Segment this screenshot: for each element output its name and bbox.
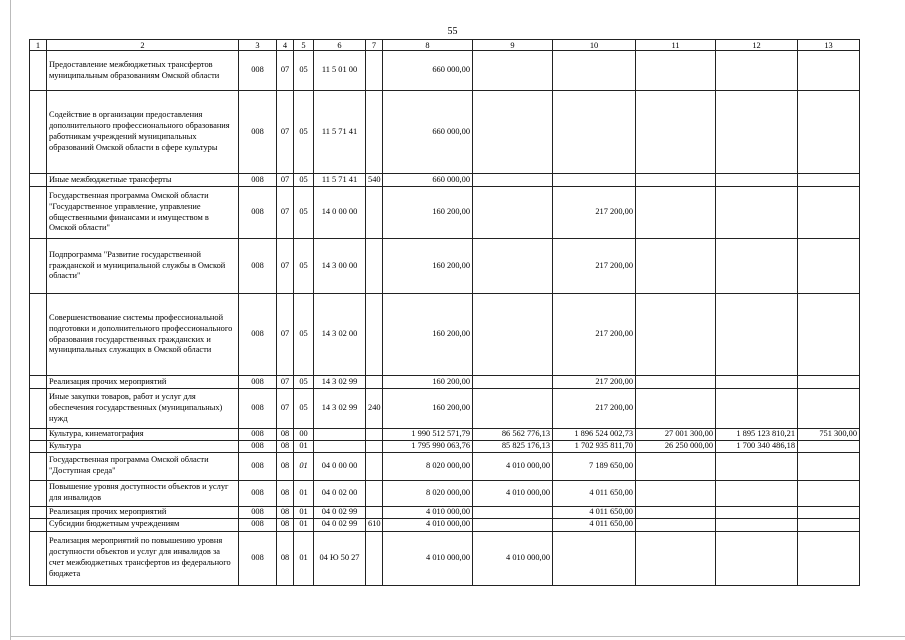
cell-c9	[473, 294, 553, 376]
cell-c13	[798, 389, 860, 429]
cell-c7: 540	[366, 174, 383, 187]
row-name-cell: Иные межбюджетные трансферты	[47, 174, 239, 187]
cell-c8: 160 200,00	[383, 187, 473, 239]
cell-c6	[314, 440, 366, 452]
column-header: 7	[366, 40, 383, 51]
row-name-cell: Предоставление межбюджетных трансфертов муниципальным образованиям Омской области	[47, 51, 239, 91]
cell-c8: 1 990 512 571,79	[383, 429, 473, 441]
cell-c11	[636, 376, 716, 389]
table-row	[30, 480, 860, 506]
column-header: 5	[294, 40, 314, 51]
cell-c13	[798, 294, 860, 376]
cell-c11	[636, 239, 716, 294]
cell-c12	[716, 480, 798, 506]
cell-c3: 008	[239, 506, 277, 518]
cell-c13	[798, 187, 860, 239]
row-name-cell: Субсидии бюджетным учреждениям	[47, 518, 239, 531]
cell-c12	[716, 239, 798, 294]
cell-c13	[798, 51, 860, 91]
cell-c6: 04 0 02 99	[314, 518, 366, 531]
table-row	[30, 389, 860, 429]
column-header: 8	[383, 40, 473, 51]
cell-c9	[473, 91, 553, 174]
budget-table	[29, 39, 860, 586]
cell-c10: 4 011 650,00	[553, 506, 636, 518]
row-name-cell: Содействие в организации предоставления дополнительного профессионального образования работникам учреждений муниципальных образований Омской области в сфере культуры	[47, 91, 239, 174]
cell-c3: 008	[239, 389, 277, 429]
cell-c9: 86 562 776,13	[473, 429, 553, 441]
cell-c11: 27 001 300,00	[636, 429, 716, 441]
cell-c6: 04 Ю 50 27	[314, 531, 366, 585]
cell-c4: 07	[277, 187, 294, 239]
cell-c12: 1 895 123 810,21	[716, 429, 798, 441]
cell-c5: 01	[294, 452, 314, 480]
cell-c8: 660 000,00	[383, 174, 473, 187]
column-header: 1	[30, 40, 47, 51]
cell-c7: 610	[366, 518, 383, 531]
cell-c9	[473, 376, 553, 389]
cell-c11	[636, 294, 716, 376]
cell-c12	[716, 389, 798, 429]
cell-c4: 07	[277, 376, 294, 389]
cell-c13	[798, 518, 860, 531]
cell-c7	[366, 429, 383, 441]
cell-c5: 01	[294, 506, 314, 518]
cell-c3: 008	[239, 518, 277, 531]
cell-c6: 04 0 00 00	[314, 452, 366, 480]
row-name-cell: Реализация мероприятий по повышению уровня доступности объектов и услуг для инвалидов за счет межбюджетных трансфертов из федерального бюджета	[47, 531, 239, 585]
cell-c11	[636, 518, 716, 531]
cell-c3: 008	[239, 187, 277, 239]
cell-c5: 01	[294, 531, 314, 585]
cell-c7	[366, 531, 383, 585]
cell-c6: 14 3 02 99	[314, 389, 366, 429]
cell-c7	[366, 506, 383, 518]
cell-c5: 05	[294, 389, 314, 429]
cell-c6: 11 5 71 41	[314, 174, 366, 187]
cell-c6	[314, 429, 366, 441]
cell-c4: 07	[277, 389, 294, 429]
cell-c8: 160 200,00	[383, 389, 473, 429]
cell-c11	[636, 389, 716, 429]
cell-c4: 07	[277, 294, 294, 376]
cell-c13	[798, 531, 860, 585]
cell-c3: 008	[239, 239, 277, 294]
cell-c13	[798, 506, 860, 518]
row-name-cell: Культура, кинематография	[47, 429, 239, 441]
cell-c12: 1 700 340 486,18	[716, 440, 798, 452]
row-index-cell	[30, 239, 47, 294]
cell-c10: 217 200,00	[553, 389, 636, 429]
row-index-cell	[30, 429, 47, 441]
cell-c3: 008	[239, 531, 277, 585]
cell-c13	[798, 440, 860, 452]
cell-c10: 217 200,00	[553, 294, 636, 376]
row-index-cell	[30, 389, 47, 429]
cell-c13	[798, 480, 860, 506]
column-header: 4	[277, 40, 294, 51]
cell-c10	[553, 51, 636, 91]
row-name-cell: Государственная программа Омской области "Государственное управление, управление общественными финансами и имуществом в Омской области"	[47, 187, 239, 239]
cell-c11	[636, 51, 716, 91]
column-header: 9	[473, 40, 553, 51]
cell-c8: 4 010 000,00	[383, 506, 473, 518]
cell-c4: 07	[277, 174, 294, 187]
cell-c7	[366, 440, 383, 452]
cell-c10: 217 200,00	[553, 239, 636, 294]
cell-c3: 008	[239, 51, 277, 91]
cell-c8: 4 010 000,00	[383, 518, 473, 531]
cell-c9: 85 825 176,13	[473, 440, 553, 452]
cell-c13: 751 300,00	[798, 429, 860, 441]
cell-c4: 08	[277, 531, 294, 585]
row-name-cell: Повышение уровня доступности объектов и услуг для инвалидов	[47, 480, 239, 506]
cell-c3: 008	[239, 91, 277, 174]
cell-c9	[473, 51, 553, 91]
cell-c13	[798, 91, 860, 174]
row-index-cell	[30, 452, 47, 480]
cell-c8: 160 200,00	[383, 294, 473, 376]
row-index-cell	[30, 294, 47, 376]
row-index-cell	[30, 440, 47, 452]
cell-c13	[798, 452, 860, 480]
cell-c9	[473, 187, 553, 239]
row-index-cell	[30, 376, 47, 389]
cell-c5: 05	[294, 376, 314, 389]
cell-c5: 05	[294, 91, 314, 174]
table-row	[30, 506, 860, 518]
table-row	[30, 376, 860, 389]
cell-c13	[798, 239, 860, 294]
cell-c6: 14 3 02 00	[314, 294, 366, 376]
cell-c9	[473, 239, 553, 294]
cell-c8: 160 200,00	[383, 376, 473, 389]
table-row	[30, 294, 860, 376]
cell-c12	[716, 51, 798, 91]
cell-c7	[366, 187, 383, 239]
cell-c12	[716, 91, 798, 174]
row-index-cell	[30, 187, 47, 239]
table-row	[30, 429, 860, 441]
row-name-cell: Иные закупки товаров, работ и услуг для обеспечения государственных (муниципальных) нужд	[47, 389, 239, 429]
column-number-row	[30, 40, 860, 51]
cell-c10: 7 189 650,00	[553, 452, 636, 480]
cell-c12	[716, 452, 798, 480]
cell-c5: 05	[294, 187, 314, 239]
table-row	[30, 51, 860, 91]
cell-c6: 14 3 00 00	[314, 239, 366, 294]
cell-c9: 4 010 000,00	[473, 480, 553, 506]
cell-c7: 240	[366, 389, 383, 429]
cell-c10	[553, 531, 636, 585]
cell-c3: 008	[239, 480, 277, 506]
cell-c4: 07	[277, 239, 294, 294]
row-index-cell	[30, 91, 47, 174]
row-name-cell: Культура	[47, 440, 239, 452]
table-row	[30, 518, 860, 531]
cell-c4: 08	[277, 440, 294, 452]
cell-c10: 4 011 650,00	[553, 518, 636, 531]
table-row	[30, 452, 860, 480]
cell-c11	[636, 480, 716, 506]
cell-c8: 660 000,00	[383, 51, 473, 91]
cell-c5: 00	[294, 429, 314, 441]
row-index-cell	[30, 518, 47, 531]
cell-c11	[636, 174, 716, 187]
column-header: 12	[716, 40, 798, 51]
cell-c12	[716, 294, 798, 376]
cell-c4: 08	[277, 480, 294, 506]
cell-c5: 05	[294, 239, 314, 294]
row-index-cell	[30, 531, 47, 585]
cell-c4: 08	[277, 429, 294, 441]
cell-c5: 01	[294, 480, 314, 506]
cell-c5: 05	[294, 294, 314, 376]
cell-c7	[366, 376, 383, 389]
cell-c7	[366, 294, 383, 376]
cell-c8: 4 010 000,00	[383, 531, 473, 585]
table-row	[30, 187, 860, 239]
column-header: 2	[47, 40, 239, 51]
cell-c7	[366, 480, 383, 506]
cell-c11	[636, 187, 716, 239]
row-index-cell	[30, 480, 47, 506]
cell-c10	[553, 174, 636, 187]
cell-c9	[473, 506, 553, 518]
cell-c11	[636, 91, 716, 174]
table-row	[30, 239, 860, 294]
cell-c7	[366, 452, 383, 480]
cell-c3: 008	[239, 376, 277, 389]
row-index-cell	[30, 174, 47, 187]
column-header: 13	[798, 40, 860, 51]
column-header: 6	[314, 40, 366, 51]
cell-c9: 4 010 000,00	[473, 452, 553, 480]
row-name-cell: Реализация прочих мероприятий	[47, 376, 239, 389]
cell-c3: 008	[239, 294, 277, 376]
cell-c5: 05	[294, 51, 314, 91]
cell-c13	[798, 376, 860, 389]
table-row	[30, 174, 860, 187]
cell-c12	[716, 518, 798, 531]
cell-c12	[716, 506, 798, 518]
row-index-cell	[30, 51, 47, 91]
cell-c10: 217 200,00	[553, 187, 636, 239]
table-row	[30, 531, 860, 585]
cell-c10: 1 702 935 811,70	[553, 440, 636, 452]
row-name-cell: Государственная программа Омской области "Доступная среда"	[47, 452, 239, 480]
cell-c8: 1 795 990 063,76	[383, 440, 473, 452]
cell-c5: 01	[294, 440, 314, 452]
table-row	[30, 91, 860, 174]
cell-c6: 11 5 71 41	[314, 91, 366, 174]
cell-c4: 07	[277, 51, 294, 91]
cell-c6: 04 0 02 99	[314, 506, 366, 518]
cell-c8: 660 000,00	[383, 91, 473, 174]
cell-c3: 008	[239, 429, 277, 441]
cell-c11	[636, 452, 716, 480]
cell-c8: 160 200,00	[383, 239, 473, 294]
cell-c3: 008	[239, 452, 277, 480]
cell-c10: 1 896 524 002,73	[553, 429, 636, 441]
column-header: 11	[636, 40, 716, 51]
row-name-cell: Реализация прочих мероприятий	[47, 506, 239, 518]
row-name-cell: Совершенствование системы профессиональной подготовки и дополнительного профессионального образования государственных гражданских и муниципальных служащих в Омской области	[47, 294, 239, 376]
cell-c12	[716, 174, 798, 187]
cell-c9	[473, 389, 553, 429]
cell-c10: 4 011 650,00	[553, 480, 636, 506]
cell-c11	[636, 531, 716, 585]
table-row	[30, 440, 860, 452]
cell-c11	[636, 506, 716, 518]
cell-c7	[366, 51, 383, 91]
cell-c9	[473, 518, 553, 531]
cell-c8: 8 020 000,00	[383, 452, 473, 480]
column-header: 3	[239, 40, 277, 51]
page-frame-left	[10, 0, 11, 640]
cell-c6: 04 0 02 00	[314, 480, 366, 506]
cell-c10: 217 200,00	[553, 376, 636, 389]
cell-c9	[473, 174, 553, 187]
cell-c3: 008	[239, 174, 277, 187]
cell-c8: 8 020 000,00	[383, 480, 473, 506]
cell-c4: 08	[277, 506, 294, 518]
cell-c11: 26 250 000,00	[636, 440, 716, 452]
cell-c12	[716, 531, 798, 585]
cell-c5: 01	[294, 518, 314, 531]
page-number: 55	[447, 26, 458, 37]
page-frame-bottom	[10, 636, 905, 637]
cell-c4: 07	[277, 91, 294, 174]
cell-c7	[366, 91, 383, 174]
row-index-cell	[30, 506, 47, 518]
column-header: 10	[553, 40, 636, 51]
cell-c12	[716, 376, 798, 389]
cell-c13	[798, 174, 860, 187]
cell-c6: 14 3 02 99	[314, 376, 366, 389]
cell-c5: 05	[294, 174, 314, 187]
cell-c10	[553, 91, 636, 174]
cell-c4: 08	[277, 452, 294, 480]
cell-c3: 008	[239, 440, 277, 452]
cell-c12	[716, 187, 798, 239]
row-name-cell: Подпрограмма "Развитие государственной гражданской и муниципальной службы в Омской области"	[47, 239, 239, 294]
cell-c4: 08	[277, 518, 294, 531]
cell-c9: 4 010 000,00	[473, 531, 553, 585]
cell-c6: 11 5 01 00	[314, 51, 366, 91]
cell-c7	[366, 239, 383, 294]
cell-c6: 14 0 00 00	[314, 187, 366, 239]
